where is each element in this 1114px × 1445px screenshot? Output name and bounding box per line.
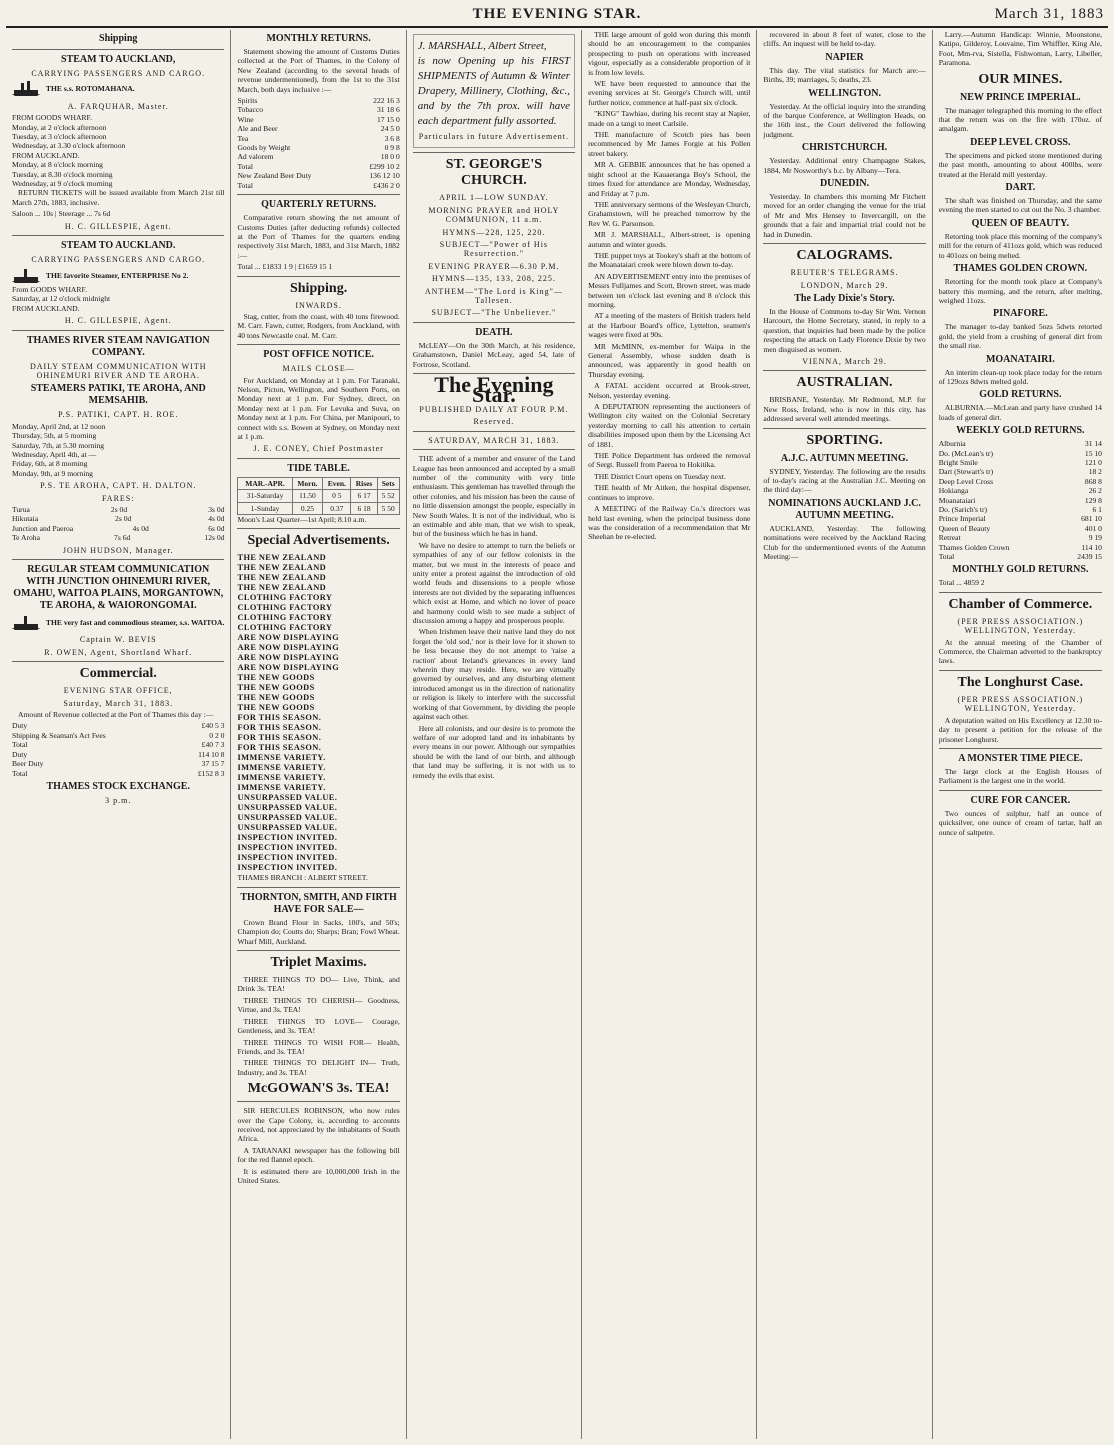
church-line: APRIL 1—LOW SUNDAY. [439,193,549,203]
divider [939,670,1102,671]
returns-row: Goods by Weight 0 9 8 [237,143,400,153]
schedule-line: FROM GOODS WHARF. [12,113,93,123]
mine-heading: NEW PRINCE IMPERIAL. [960,91,1081,103]
gold-return-row: Dart (Stewart's tr) 18 2 [938,467,1102,477]
sporting-heading: SPORTING. [806,432,883,448]
steamship-icon [12,267,40,285]
notice-title: REGULAR STEAM COMMUNICATION WITH JUNCTION OHINEMURI RIVER, OMAHU, WAITOA PLAINS, MORGANTOWN, TE AROHA, & WAIORONGOMAI. [13,564,224,612]
revenue-row: Total £40 7 3 [12,740,225,750]
local-news-paragraph: A FATAL accident occurred at Brook-street, Nelson, yesterday evening. [588,381,751,400]
fare-row: Junction and Paeroa 4s 0d 6s 0d [12,523,225,533]
news-paragraph: SYDNEY, Yesterday. The following are the results of to-day's racing at the Australian J.C. Meeting on the third day:— [763,466,926,495]
manager-signature: JOHN HUDSON, Manager. [62,545,174,555]
returns-list [237,96,399,190]
clothing-ad-line: INSPECTION INVITED. [237,853,338,863]
thornton-text: Crown Brand Flour in Sacks, 100's, and 50's; Champion do; Coutts do; Sharps; Bran; Fowl Wheat. Wharf Mill, Auckland. [237,917,400,946]
news-paragraph: AUCKLAND, Yesterday. The following nominations were received by the Auckland Racing Club for the undermentioned events of the Autumn Meeting:— [763,523,926,561]
returns-row: Spirits 222 16 3 [237,96,400,106]
death-notice: McLEAY—On the 30th March, at his residence, Grahamstown, Daniel McLeay, aged 54, late of Fortrose, Scotland. [412,340,576,369]
clothing-ad-line: IMMENSE VARIETY. [237,783,326,793]
column-4 [582,30,757,1439]
agent-signature: H. C. GILLESPIE, Agent. [64,221,172,231]
clothing-ad-line: FOR THIS SEASON. [237,743,322,753]
revenue-row: Beer Duty 37 15 7 [12,759,225,769]
news-paragraph: recovered in about 8 feet of water, close to the cliffs. An inquest will be held to-day. [763,30,926,49]
fare-row: Hikutaia 2s 0d 4s 0d [12,514,225,524]
notice-subtitle: CARRYING PASSENGERS AND CARGO. [31,255,206,265]
chamber-of-commerce-heading: Chamber of Commerce. [948,596,1093,612]
divider [237,887,399,888]
schedule-line: Saturday, at 12 o'clock midnight [12,294,111,304]
gold-return-row: Retreat 9 19 [938,533,1102,543]
stock-exchange-heading: THAMES STOCK EXCHANGE. [46,780,190,792]
local-news-paragraph: THE manufacture of Scotch pies has been recommenced by Mr James Forgie at his Pollen street bakery. [588,130,751,158]
mcgowan-tea-ad: McGOWAN'S 3s. TEA! [247,1081,390,1097]
paper-published-line: PUBLISHED DAILY AT FOUR P.M. [419,404,569,414]
tide-table-heading: TIDE TABLE. [287,462,350,474]
church-line: EVENING PRAYER—6.30 P.M. [428,261,560,271]
paper-nameplate: The Evening Star. [434,372,554,407]
quarterly-returns-heading: QUARTERLY RETURNS. [261,199,377,211]
returns-row: Ale and Beer 24 5 0 [237,124,400,134]
mine-paragraph: ALBURNIA.—McLean and party have crushed 14 loads of general dirt. [938,403,1102,422]
local-news-paragraph: MR A. GEBBIE announces that he has opened a night school at the Kauaeranga Boy's School, the times fixed for attendance are Monday, Wednesday, and Friday at 7 p.m. [588,160,751,198]
clothing-ad-line: THE NEW ZEALAND [237,573,327,583]
schedule-line: Thursday, 5th, at 5 morning [12,431,97,441]
clothing-ad-line: THE NEW GOODS [237,683,315,693]
ajc-heading: A.J.C. AUTUMN MEETING. [780,452,909,464]
returns-row: Ad valorem 18 0 0 [237,152,400,162]
our-mines-heading: OUR MINES. [978,71,1063,87]
branch-line: THAMES BRANCH : ALBERT STREET. [237,873,368,883]
divider [413,431,575,432]
inwards-heading: INWARDS. [295,300,342,310]
australian-heading: AUSTRALIAN. [796,375,893,391]
reuters-label: REUTER'S TELEGRAMS. [790,268,899,278]
weekly-gold-returns-heading: WEEKLY GOLD RETURNS. [956,425,1085,437]
mine-paragraph: An interim clean-up took place today for the return of 129ozs 8dwts melted gold. [938,367,1102,386]
church-line: SUBJECT—"Power of His Resurrection." [439,240,549,259]
editorial-paragraph: THE advent of a member and ensurer of the Land League has been announced and accepted by a small number of the community with very little enthusiasm. This gentleman has travelled through the other colonies, and his mission has been the cause of no little dissension amongst the people, especially in New South Wales. It is not of the individual, who is an estimable and able man, that we wish to speak, but of the business which he has in hand. [412,454,576,539]
clothing-ad-line: THE NEW GOODS [237,693,315,703]
fare-row: Te Aroha 7s 6d 12s 0d [12,533,225,543]
divider [237,1101,399,1102]
divider [237,276,399,277]
london-dateline: LONDON, March 29. [800,280,889,290]
gold-return-row: Hokianga 26 2 [938,486,1102,496]
notice-title: THAMES RIVER STEAM NAVIGATION COMPANY. [26,334,210,358]
clothing-ad-line: ARE NOW DISPLAYING [237,663,340,673]
dateline-christchurch: CHRISTCHURCH. [801,142,888,154]
clothing-ad-line: INSPECTION INVITED. [237,843,338,853]
column-3 [407,30,582,1439]
returns-row: Wine 17 15 0 [237,114,400,124]
news-paragraph: Yesterday. In chambers this morning Mr Fitchett moved for an order changing the venue for the trial of Mr and Mrs Hensey to Invercargill, on the grounds that a fair and impartial trial could not be had in Dunedin. [763,192,926,239]
section-heading-shipping: Shipping [99,33,138,44]
section-heading-commercial: Commercial. [79,666,157,682]
divider [12,235,224,236]
mine-heading: QUEEN OF BEAUTY. [971,217,1069,229]
local-news-paragraph: AT a meeting of the masters of British traders held at the Harbour Board's office, Lyttelton, seamen's wages were fixed at 90s. [588,311,751,340]
schedule-line: FROM AUCKLAND. [12,303,80,313]
returns-row: Total £299 10 2 [237,161,400,171]
gold-return-row: Bright Smile 121 0 [938,457,1102,467]
local-news-paragraph: THE health of Mr Aitken, the hospital dispenser, continues to improve. [588,483,751,502]
schedule-line: Wednesday, at 3.30 o'clock afternoon [12,141,126,151]
column-5 [757,30,932,1439]
fare-row: Turua 2s 0d 3s 0d [12,505,225,514]
gold-return-row: Thames Golden Crown 114 10 [938,542,1102,552]
schedule-line: FROM AUCKLAND. [12,150,80,160]
divider [237,344,399,345]
monthly-returns-intro: Statement showing the amount of Customs Duties collected at the Port of Thames, in the Colony of New Zealand (according to the several heads of revenue undermentioned), from the 1st to the 31st March, both days inclusive :— [237,47,400,94]
marshall-advertisement [413,34,575,148]
clothing-ad-line: ARE NOW DISPLAYING [237,643,340,653]
monthly-returns-heading: MONTHLY RETURNS. [266,33,371,44]
revenue-row: Duty 114 10 8 [12,749,225,759]
clothing-ad-line: THE NEW ZEALAND [237,563,327,573]
divider [763,243,925,244]
schedule-line: From GOODS WHARF. [12,284,87,294]
schedule-line: Monday, 9th, at 9 morning [12,468,93,478]
steamship-icon [12,614,40,632]
tide-table [237,477,399,515]
mine-paragraph: The specimens and picked stone mentioned during the past month, amounting to about 400lbs, were treated at the Herald mill yesterday. [938,150,1102,179]
schedule-line: Monday, at 2 o'clock afternoon [12,122,107,132]
monthly-gold-total: Total ... 4859 2 [938,578,985,588]
nominations-heading: NOMINATIONS AUCKLAND J.C. AUTUMN MEETING. [768,497,921,521]
ship-master: A. FARQUHAR, Master. [67,101,169,111]
clothing-ad-line: IMMENSE VARIETY. [237,753,326,763]
mine-paragraph: The shaft was finished on Thursday, and the same evening the men started to cut out the No. 3 chamber. [938,196,1102,215]
clothing-ad-line: FOR THIS SEASON. [237,713,322,723]
returns-row: Total £436 2 0 [237,180,400,190]
divider [939,790,1102,791]
news-paragraph: Two ounces of sulphur, half an ounce of quicksilver, one ounce of cream of tartar, half an ounce of saltpetre. [938,808,1102,837]
church-line: SUBJECT—"The Unbeliever." [431,308,557,318]
clothing-ad-line: CLOTHING FACTORY [237,613,333,623]
editorial-paragraph: Here all colonists, and our desire is to promote the welfare of our adopted land and its inhabitants by every means in our power. Although our sympathies should be with the land of our birth, and although that land may be suffering, it is not with us to remedy the evils that exist. [412,723,576,780]
clothing-ad-line: THE NEW ZEALAND [237,583,327,593]
return-tickets-note: RETURN TICKETS will be issued available from March 21st till March 27th, 1883, inclusive. [12,188,225,207]
news-paragraph: Larry.—Autumn Handicap: Winnie, Moonstone, Katipo, Gilderoy, Louvaine, Tim Whiffler, King Ale, Foot, Mm-rva, Sistella, Fishwoman, Larry, Libeller, Paramona. [938,30,1102,68]
fares-line: Saloon ... 10s | Steerage ... 7s 6d [12,209,111,219]
local-news-paragraph: MR McMINN, ex-member for Waipa in the General Assembly, whose sudden death is announced, was apparently in good health on Thursday evening. [588,341,751,379]
divider [763,428,925,429]
ship-captain: P.S. TE AROHA, CAPT. H. DALTON. [40,481,197,491]
clothing-ad-line: CLOTHING FACTORY [237,623,333,633]
postmaster-signature: J. E. CONEY, Chief Postmaster [253,444,384,454]
editorial-paragraph: When Irishmen leave their native land they do not forget the 'old sod,' nor is their love for it shown to be less because they do not attempt to 'raise a ruction' about Ireland's grievances in every land wherein they may reside. Here, we are virtually governed by ourselves, and any disturbing element introduced amongst us in the direction of nationality or religion is likely to interfere with the successful working of that Government, by dividing the people against each other. [412,627,576,722]
ship-name: THE s.s. ROTOMAHANA. [45,84,135,94]
editorial-dateline: SATURDAY, MARCH 31, 1883. [428,435,560,445]
post-office-heading: POST OFFICE NOTICE. [263,349,374,361]
gold-return-row: Alburnia 31 14 [938,439,1102,449]
tide-row: 1-Sunday 0.25 0.37 6 18 5 50 [238,502,399,514]
clothing-ad-line: UNSURPASSED VALUE. [237,803,338,813]
agent-signature: H. C. GILLESPIE, Agent. [64,316,172,326]
divider [939,748,1102,749]
editorial-paragraph: We have no desire to attempt to turn the beliefs or sympathies of any of our fellow colonists in the matter, but we must in the interests of peace and unity enter a protest against the introduction of old world feuds and dissensions to a people whose interests are not divided by the separating influences which exist at Home, and which no lover of peace and harmony could wish to see made a subject of discussion among a happy and prosperous people. [412,540,576,626]
issue-date: March 31, 1883 [994,6,1104,22]
lady-dixie-heading: The Lady Dixie's Story. [794,292,895,304]
gold-return-row: Moanataiari 129 8 [938,495,1102,505]
schedule-line: Wednesday, April 4th, at — [12,449,97,459]
news-paragraph: A TARANAKI newspaper has the following bill for the red flannel epoch. [237,1145,400,1165]
gold-return-row: Do. (Sarich's tr) 6 1 [938,505,1102,514]
section-heading-special-advertisements: Special Advertisements. [247,533,390,549]
clothing-ad-line: UNSURPASSED VALUE. [237,793,338,803]
divider [12,559,224,560]
revenue-row: Duty £40 5 3 [12,721,225,731]
schedule-line: Friday, 6th, at 8 morning [12,459,88,469]
inwards-text: Stag, cutter, from the coast, with 40 tons firewood. M. Carr. Fawn, cutter, Rodgers, from Auckland, with 40 tons Newcastle coal. M. Carr. [237,311,400,340]
schedule-line: Tuesday, at 8.30 o'clock morning [12,169,113,179]
local-news-paragraph: THE District Court opens on Tuesday next. [594,471,726,481]
masthead [6,4,1108,28]
fares-heading: FARES: [101,493,135,503]
dateline-wellington: WELLINGTON. [808,87,881,99]
ship-name: THE favorite Steamer, ENTERPRISE No 2. [45,270,189,280]
gold-return-row: Prince Imperial 681 10 [938,514,1102,524]
mine-heading: MOANATAIRI. [985,353,1055,365]
clothing-ad-line: CLOTHING FACTORY [237,603,333,613]
news-paragraph: In the House of Commons to-day Sir Wm. Vernon Harcourt, the Home Secretary, stated, in reply to a question, that inquiries had been made by the police respecting the attack on Lady Florence Dixie by two men disguised as women. [763,306,926,354]
post-office-text: For Auckland, on Monday at 1 p.m. For Taranaki, Nelson, Picton, Wellington, and Southern Ports, on Monday next at 1 p.m. For Sydney, direct, on Monday next at 1 p.m. For Levuka and Suva, on Monday next at 1 p.m. For China, per Manipouri, to connect with s.s. Bowen at Sydney, on Monday next at 1 p.m. [237,375,400,441]
newspaper-title: THE EVENING STAR. [472,6,642,22]
column-1 [6,30,231,1439]
section-heading-shipping: Shipping. [289,280,348,296]
agent-signature: R. OWEN, Agent, Shortland Wharf. [44,647,193,657]
clothing-ad-line: FOR THIS SEASON. [237,733,322,743]
church-heading: ST. GEORGE'S CHURCH. [445,157,543,189]
triplet-maxim: THREE THINGS TO DO— Live, Think, and Drink 3s. TEA! [237,975,400,994]
stock-exchange-time: 3 p.m. [105,795,132,805]
notice-title: STEAM TO AUCKLAND, [61,54,176,65]
moon-note: Moon's Last Quarter—1st April; 8.10 a.m. [237,515,367,525]
page-columns [6,30,1108,1439]
clothing-ad-line: THE NEW GOODS [237,703,315,713]
divider [413,449,575,450]
local-news-paragraph: MR J. MARSHALL, Albert-street, is opening autumn and winter goods. [588,230,751,249]
triplet-maxims-heading: Triplet Maxims. [270,955,367,971]
local-news-paragraph: A MEETING of the Railway Co.'s directors was held last evening, when the principal business done was the consideration of a recommendation that Mr Sheehan be re-elected. [588,504,751,542]
tide-header-cell: MAR.-APR. [238,477,292,489]
gold-return-row: Deep Level Cross 868 8 [938,476,1102,486]
returns-row: New Zealand Beer Duty 136 12 10 [237,171,400,181]
triplet-maxim: THREE THINGS TO LOVE— Courage, Gentleness, and 3s. TEA! [237,1016,400,1036]
tide-header-cell: Rises [351,477,377,489]
local-news-paragraph: AN ADVERTISEMENT entry into the premises of Messrs Fulljames and Scott, Brown street, was made between ten o'clock last evening and 8 o'clock this morning. [588,271,751,309]
triplet-maxim: THREE THINGS TO WISH FOR— Health, Friends, and 3s. TEA! [237,1037,400,1056]
mine-heading: DART. [1005,182,1036,194]
tide-row: 31-Saturday 11.50 0 5 6 17 5 52 [238,490,399,502]
quarterly-total: Total ... £1833 1 9 | £1659 15 1 [237,262,333,272]
divider [237,458,399,459]
reserved-label: Reserved. [473,417,515,427]
clothing-ad-line: INSPECTION INVITED. [237,833,338,843]
clothing-ad-line: THE NEW ZEALAND [237,553,327,563]
divider [237,528,399,529]
ship-captain: P.S. PATIKI, CAPT. H. ROE. [58,410,179,420]
local-news-paragraph: THE anniversary sermons of the Wesleyan Church, Grahamstown, will be preached tomorrow by the Rev W. G. Parsonson. [588,199,751,228]
local-news-paragraph: THE large amount of gold won during this month should be an encouragement to the companies prospecting to push on operations with increased vigour, especially as a considerable proportion of it is from low levels. [588,30,751,77]
schedule-list [12,113,224,188]
clothing-ad-line: THE NEW GOODS [237,673,315,683]
schedule-line: Wednesday, at 9 o'clock morning [12,179,113,189]
triplet-maxim: THREE THINGS TO DELIGHT IN— Truth, Industry, and 3s. TEA! [237,1058,400,1077]
revenue-row: Shipping & Seaman's Act Fees 0 2 0 [12,730,225,740]
schedule-line: Monday, at 8 o'clock morning [12,160,103,170]
weekly-gold-returns-list [939,439,1102,561]
notice-subtitle: CARRYING PASSENGERS AND CARGO. [31,69,206,78]
mine-heading: PINAFORE. [992,308,1048,320]
mine-paragraph: The manager to-day banked 5ozs 5dwts retorted gold, the yield from a crushing of general dirt from the small rise. [938,322,1102,351]
clothing-ad-line: IMMENSE VARIETY. [237,773,326,783]
clothing-ad-line: IMMENSE VARIETY. [237,763,326,773]
news-paragraph: This day. The vital statistics for March are:—Births, 39; marriages, 5; deaths, 23. [763,65,926,85]
local-news-paragraph: A DEPUTATION representing the auctioneers of Wellington city waited on the Colonial Secretary yesterday morning to call his attention to certain disabilities imposed upon them by the Licensing Act of 1881. [588,402,751,449]
clothing-ad-line: UNSURPASSED VALUE. [237,823,338,833]
divider [413,322,575,323]
press-association-line: (PER PRESS ASSOCIATION.) WELLINGTON, Yesterday. [957,616,1084,636]
monthly-gold-returns-heading: MONTHLY GOLD RETURNS. [952,564,1089,576]
mails-close-label: MAILS CLOSE— [282,364,355,374]
church-line: MORNING PRAYER and HOLY COMMUNION, 11 a.m. [428,205,560,225]
office-heading: EVENING STAR OFFICE, [63,686,173,696]
clothing-factory-ad [237,553,399,873]
clothing-ad-line: FOR THIS SEASON. [237,723,322,733]
returns-row: Tobacco 31 18 6 [237,105,400,115]
steamship-icon [12,80,40,98]
clothing-ad-line: CLOTHING FACTORY [237,593,333,603]
ship-name: THE very fast and commodious steamer, s.s. WAITOA. [45,617,225,627]
tide-header-cell: Morn. [292,477,323,489]
news-paragraph: Yesterday. Additional entry Champagne Stakes, 1884, Mr Nosworthy's b.c. by Albany—Tera. [763,156,926,175]
column-2 [231,30,406,1439]
news-paragraph: Yesterday. At the official inquiry into the stranding of the barque Conference, at Wellington Heads, on the 16th inst., the Court delivered the following judgment. [763,101,926,139]
divider [12,49,224,50]
news-paragraph: The large clock at the English Houses of Parliament is the largest one in the world. [938,766,1102,786]
cure-for-cancer-heading: CURE FOR CANCER. [970,794,1071,806]
divider [237,194,399,195]
schedule-line: Saturday, 7th, at 5.30 morning [12,440,105,450]
schedule-line: Monday, April 2nd, at 12 noon [12,421,106,431]
mine-heading: THAMES GOLDEN CROWN. [953,263,1088,275]
dateline-dunedin: DUNEDIN. [819,178,870,190]
local-news-paragraph: WE have been requested to announce that the evening services at St. George's Church will, until further notice, commence at half-past six o'clock. [588,79,751,107]
clothing-ad-line: INSPECTION INVITED. [237,863,338,873]
mine-paragraph: The manager telegraphed this morning to the effect that the return was on the fire with 170oz. of amalgam. [938,105,1102,134]
church-line: ANTHEM—"The Lord is King"—Tallesen. [424,286,563,306]
gold-return-row: Total 2439 15 [938,552,1102,562]
mine-paragraph: Retorting took place this morning of the company's mill for the return of 411ozs gold, which was reduced to 401ozs on being melted. [938,231,1102,260]
returns-row: Tea 3 6 8 [237,133,400,143]
fares-list [12,505,224,543]
ship-captain: Captain W. BEVIS [79,635,157,645]
monster-time-piece-heading: A MONSTER TIME PIECE. [958,752,1083,764]
divider [763,370,925,371]
divider [413,152,575,153]
divider [939,592,1102,593]
news-paragraph: It is estimated there are 10,000,000 Irish in the United States. [237,1166,400,1185]
divider [12,330,224,331]
steamers-heading: STEAMERS PATIKI, TE AROHA, AND MEMSAHIB. [30,383,206,407]
vienna-dateline: VIENNA, March 29. [802,356,887,366]
mine-paragraph: Retorting for the month took place at Company's battery this morning, and the return, after melting, weighed 11ozs. [938,277,1102,305]
advertisement-body: is now Opening up his FIRST SHIPMENTS of Autumn & Winter Drapery, Millinery, Clothing, &c., and by the 7th prox. will have each department fully assorted. [417,55,571,127]
church-line: HYMNS—135, 133, 208, 225. [431,274,556,284]
clothing-ad-line: UNSURPASSED VALUE. [237,813,338,823]
gold-return-row: Queen of Beauty 401 0 [938,523,1102,533]
notice-title: STEAM TO AUCKLAND. [61,240,176,252]
divider [12,661,224,662]
advertisement-footer: Particulars in future Advertisement. [418,132,569,141]
news-paragraph: A deputation waited on His Excellency at 12.30 to-day to present a petition for the release of the prisoner Longhurst. [938,715,1102,744]
revenue-row: Total £152 8 3 [12,768,225,778]
thornton-heading: THORNTON, SMITH, AND FIRTH HAVE FOR SALE— [240,891,397,915]
revenue-list [12,721,224,777]
calograms-heading: CALOGRAMS. [796,248,893,264]
news-paragraph: SIR HERCULES ROBINSON, who now rules over the Cape Colony, is, according to accounts received, not appreciated by the inhabitants of South Africa. [237,1106,400,1144]
church-line: HYMNS—228, 125, 220. [442,227,546,237]
tide-header-cell: Sets [377,477,399,489]
divider [237,950,399,951]
office-date: Saturday, March 31, 1883. [63,698,174,708]
schedule-line: Tuesday, at 3 o'clock afternoon [12,132,107,142]
mine-heading: GOLD RETURNS. [979,389,1062,401]
column-6 [933,30,1108,1439]
triplet-maxim: THREE THINGS TO CHERISH— Goodness, Virtue, and 3s. TEA! [237,995,400,1015]
longhurst-case-heading: The Longhurst Case. [957,674,1084,690]
news-paragraph: BRISBANE, Yesterday. Mr Redmond, M.P. for New Ross, Ireland, who is now in this city, has addressed several well attended meetings. [763,395,926,424]
news-paragraph: At the annual meeting of the Chamber of Commerce, the Chairman adverted to the bankruptcy laws. [938,637,1102,666]
tide-header-cell: Even. [323,477,351,489]
clothing-ad-line: ARE NOW DISPLAYING [237,633,340,643]
quarterly-returns-intro: Comparative return showing the net amount of Customs Duties (after deducting refunds) collected at the Port of Thames for the quarters ending respectively 31st March, 1883, and 31st March, 1882 :— [237,213,400,260]
dateline-napier: NAPIER [825,51,864,63]
notice-subtitle: DAILY STEAM COMMUNICATION WITH OHINEMURI RIVER AND TE AROHA. [29,361,207,380]
gold-return-row: Do. (McLean's tr) 15 10 [938,448,1102,458]
local-news-paragraph: THE puppet toys at Tookey's shaft at the bottom of the Moanataiari creek were blown down to-day. [588,250,751,270]
local-news-paragraph: THE Police Department has ordered the removal of Sergt. Russell from Paeroa to Hokitika. [588,451,751,470]
death-heading: DEATH. [475,326,513,338]
clothing-ad-line: ARE NOW DISPLAYING [237,653,340,663]
press-association-line: (PER PRESS ASSOCIATION.) WELLINGTON, Yesterday. [957,694,1084,714]
revenue-intro: Amount of Revenue collected at the Port of Thames this day :— [18,710,214,720]
mine-heading: DEEP LEVEL CROSS. [970,136,1071,148]
local-news-paragraph: "KING" Tawhiao, during his recent stay at Napier, made on a tangi to meet Carlsile. [588,109,751,128]
advertiser-name: J. MARSHALL, Albert Street, [417,40,547,52]
